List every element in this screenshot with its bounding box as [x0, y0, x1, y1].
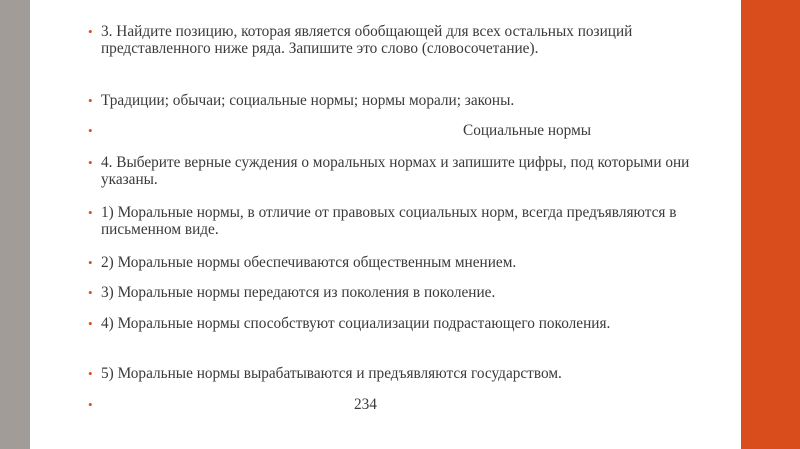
- question-4-text: 4. Выберите верные суждения о моральных нормах и запишите цифры, под которыми они указаны.: [101, 154, 690, 189]
- question-3-series-text: Традиции; обычаи; социальные нормы; нормы морали; законы.: [101, 92, 515, 109]
- bullet-icon: •: [88, 285, 93, 300]
- option-3-text: 3) Моральные нормы передаются из поколения в поколение.: [101, 284, 496, 301]
- bullet-icon: •: [88, 397, 93, 412]
- option-1-text: 1) Моральные нормы, в отличие от правовых социальных норм, всегда предъявляются в письменном виде.: [101, 204, 677, 239]
- answer-3: [88, 122, 713, 139]
- question-4: [88, 154, 713, 189]
- question-3-text: 3. Найдите позицию, которая является обобщающей для всех остальных позиций представленного ниже ряда. Запишите это слово (словосочетание).: [101, 23, 633, 58]
- bullet-icon: •: [88, 155, 93, 170]
- bullet-icon: •: [88, 24, 93, 39]
- bullet-icon: •: [88, 316, 93, 331]
- bullet-icon: •: [88, 255, 93, 270]
- option-5: [88, 365, 713, 382]
- option-2-text: 2) Моральные нормы обеспечиваются общественным мнением.: [101, 254, 517, 271]
- bullet-icon: •: [88, 123, 93, 138]
- option-4-text: 4) Моральные нормы способствуют социализации подрастающего поколения.: [101, 315, 611, 332]
- bullet-icon: •: [88, 366, 93, 381]
- answer-3-text: Социальные нормы: [463, 122, 592, 139]
- answer-4: [88, 396, 713, 413]
- answer-4-text: 234: [354, 396, 377, 413]
- option-2: [88, 254, 713, 271]
- question-3: [88, 23, 713, 58]
- slide-content: [88, 0, 728, 449]
- bullet-icon: •: [88, 93, 93, 108]
- question-3-series: [88, 92, 713, 109]
- option-5-text: 5) Моральные нормы вырабатываются и предъявляются государством.: [101, 365, 562, 382]
- right-accent-bar: [741, 0, 800, 449]
- option-4: [88, 315, 713, 332]
- option-3: [88, 284, 713, 301]
- left-decorative-bar: [0, 0, 30, 449]
- option-1: [88, 204, 713, 239]
- bullet-icon: •: [88, 205, 93, 220]
